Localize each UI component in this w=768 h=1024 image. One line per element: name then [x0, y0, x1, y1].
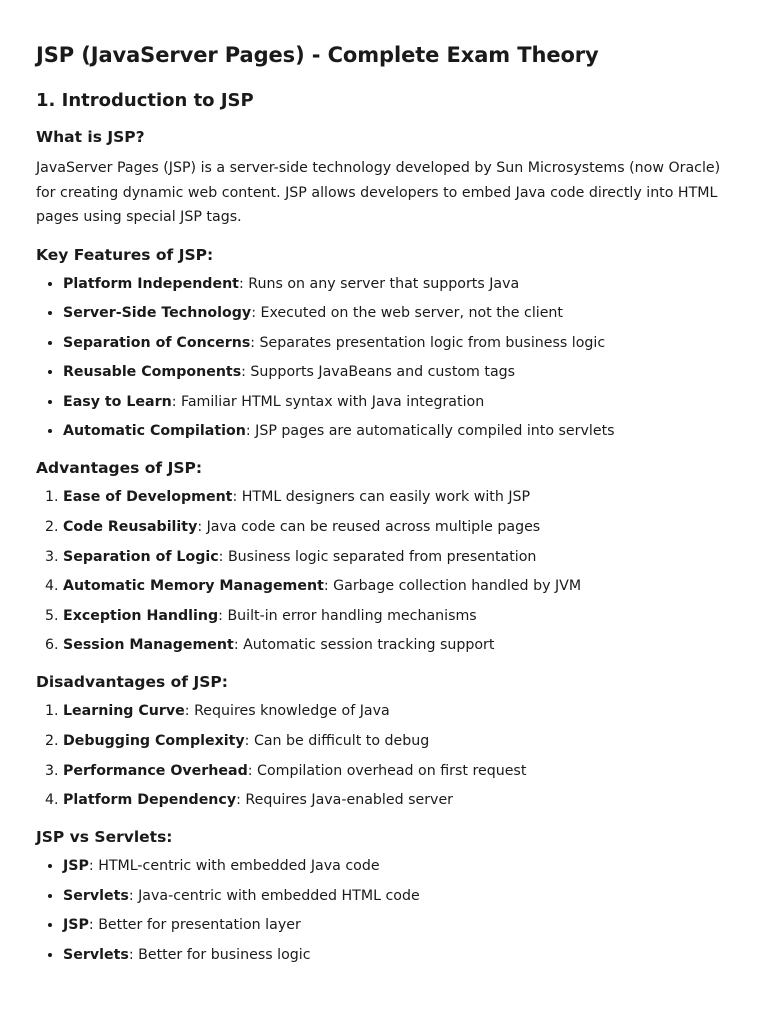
list-item: [63, 856, 732, 876]
list-item-term: Servlets: [63, 887, 129, 904]
subheading-key-features: Key Features of JSP:: [36, 245, 214, 264]
list-item-desc: : Java-centric with embedded HTML code: [128, 887, 420, 904]
list-item-term: Ease of Development: [63, 489, 233, 506]
list-item-term: Learning Curve: [63, 703, 185, 720]
list-item-desc: : Executed on the web server, not the client: [251, 305, 563, 322]
list-item: [63, 421, 732, 441]
list-item-term: JSP: [63, 858, 89, 875]
list-item: [63, 606, 732, 626]
list-item-desc: : Built-in error handling mechanisms: [218, 607, 477, 624]
list-item-term: Easy to Learn: [63, 393, 172, 410]
list-item-desc: : Better for business logic: [128, 947, 311, 963]
key-features-list: [36, 274, 732, 442]
subheading-advantages: Advantages of JSP:: [36, 459, 203, 478]
list-item-term: Performance Overhead: [63, 762, 248, 779]
list-item-term: Reusable Components: [63, 364, 242, 381]
list-item-term: Separation of Logic: [63, 548, 219, 565]
list-item-desc: : Separates presentation logic from business logic: [250, 334, 606, 351]
jsp-vs-servlets-list: [36, 856, 732, 965]
list-item-term: JSP: [63, 917, 89, 934]
list-item: [63, 701, 732, 721]
list-item-desc: : Runs on any server that supports Java: [238, 275, 520, 292]
list-item-term: Debugging Complexity: [63, 733, 245, 750]
list-item-term: Separation of Concerns: [63, 334, 251, 351]
list-item-desc: : Java code can be reused across multiple pages: [197, 519, 541, 536]
subheading-disadvantages: Disadvantages of JSP:: [36, 673, 228, 692]
list-item: [63, 731, 732, 751]
list-item-term: Code Reusability: [63, 519, 198, 536]
subheading-what-is-jsp: What is JSP?: [36, 128, 145, 146]
subheading-jsp-vs-servlets: JSP vs Servlets:: [36, 828, 173, 847]
list-item-desc: : Garbage collection handled by JVM: [323, 578, 582, 595]
list-item-desc: : Business logic separated from presentation: [218, 548, 537, 565]
list-item-term: Platform Independent: [63, 275, 239, 292]
paragraph-what-is-jsp: JavaServer Pages (JSP) is a server-side technology developed by Sun Microsystems (now Oracle) for creating dynamic web content. JSP allows developers to embed Java code directly into HTML pages using special JSP tags.: [36, 160, 721, 225]
list-item: [63, 362, 732, 382]
list-item-desc: : HTML designers can easily work with JSP: [232, 489, 531, 506]
list-item: [63, 547, 732, 567]
advantages-list: [36, 487, 732, 655]
list-item: [63, 333, 732, 353]
list-item-desc: : JSP pages are automatically compiled into servlets: [245, 423, 615, 440]
list-item-desc: : Automatic session tracking support: [233, 637, 495, 654]
list-item: [63, 274, 732, 294]
list-item-desc: : Can be difficult to debug: [244, 733, 430, 750]
list-item: [63, 303, 732, 323]
list-item: [63, 576, 732, 596]
list-item-desc: : Better for presentation layer: [88, 917, 301, 934]
page-title: JSP (JavaServer Pages) - Complete Exam Theory: [36, 43, 599, 67]
list-item-desc: : Supports JavaBeans and custom tags: [241, 364, 516, 381]
list-item-desc: : Familiar HTML syntax with Java integration: [171, 393, 485, 410]
list-item-desc: : HTML-centric with embedded Java code: [88, 858, 380, 875]
list-item-term: Platform Dependency: [63, 792, 237, 809]
list-item-desc: : Requires Java-enabled server: [236, 792, 454, 809]
list-item: [63, 517, 732, 537]
list-item: [63, 790, 732, 810]
list-item: [63, 392, 732, 412]
section-heading-introduction: 1. Introduction to JSP: [36, 90, 254, 111]
list-item: [63, 487, 732, 507]
list-item-term: Session Management: [63, 637, 234, 654]
disadvantages-list: [36, 701, 732, 810]
list-item-term: Automatic Compilation: [63, 423, 246, 440]
list-item: [63, 761, 732, 781]
list-item: [63, 915, 732, 935]
list-item-term: Exception Handling: [63, 607, 219, 624]
list-item-desc: : Compilation overhead on first request: [247, 762, 527, 779]
list-item: [63, 945, 732, 965]
list-item-term: Server-Side Technology: [63, 305, 252, 322]
list-item-desc: : Requires knowledge of Java: [184, 703, 390, 720]
list-item-term: Automatic Memory Management: [63, 578, 324, 595]
list-item: [63, 635, 732, 655]
list-item: [63, 886, 732, 906]
list-item-term: Servlets: [63, 947, 129, 963]
